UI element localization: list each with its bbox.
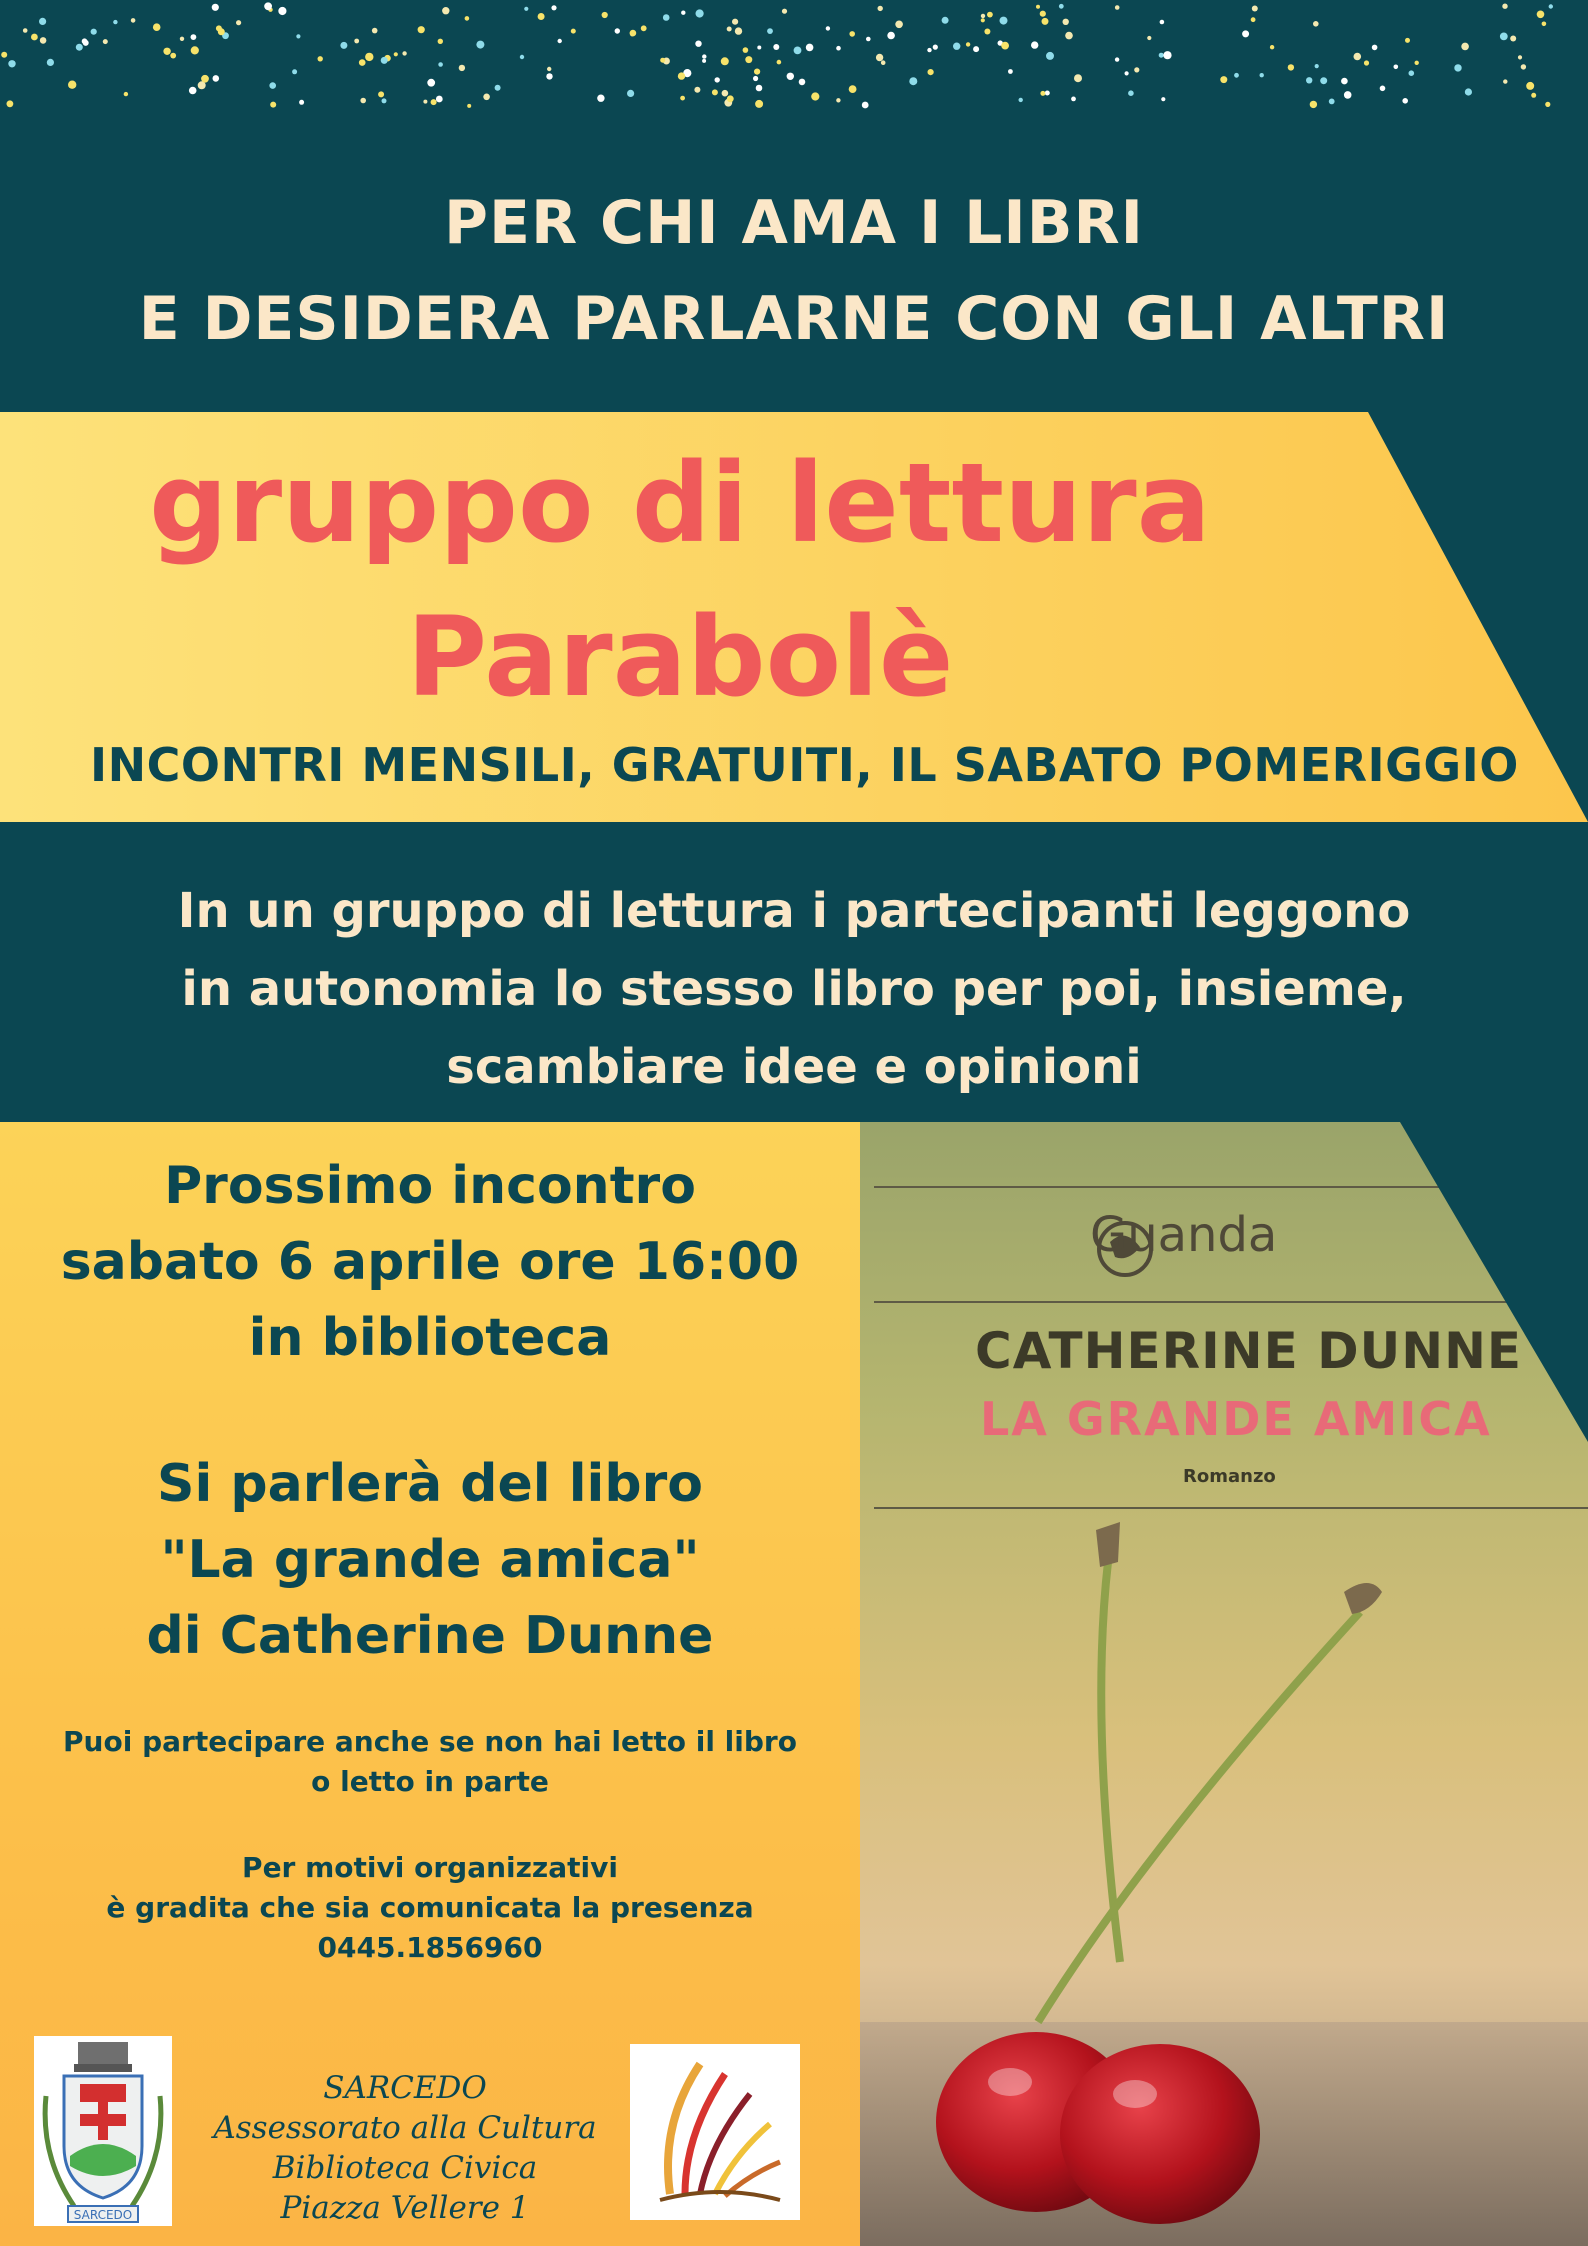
confetti-dot <box>571 29 576 34</box>
confetti-dot <box>76 44 83 51</box>
confetti-dot <box>418 26 425 33</box>
confetti-dot <box>360 98 366 104</box>
confetti-dot <box>103 39 108 44</box>
confetti-dot <box>743 47 749 53</box>
confetti-dot <box>681 11 685 15</box>
confetti-dot <box>973 46 979 52</box>
confetti-dot <box>806 44 814 52</box>
participation-note <box>0 1722 860 1802</box>
confetti-dot <box>1160 20 1165 25</box>
confetti-dot <box>1542 22 1547 27</box>
confetti-dot <box>862 102 869 109</box>
confetti-dot <box>1415 61 1419 65</box>
confetti-dot <box>47 59 54 66</box>
description-line-2: in autonomia lo stesso libro per poi, insieme, <box>181 961 1407 1017</box>
confetti-dot <box>702 59 706 63</box>
confetti-dot <box>727 27 732 32</box>
confetti-dot <box>782 9 787 14</box>
next-meeting-line-2: sabato 6 aprile ore 16:00 <box>60 1232 800 1292</box>
confetti-dot <box>524 7 528 11</box>
confetti-dot <box>1071 97 1076 102</box>
confetti-dot <box>1045 91 1050 96</box>
confetti-dot <box>878 6 883 11</box>
confetti-dot <box>1537 11 1545 19</box>
confetti-dot <box>495 85 501 91</box>
confetti-dot <box>264 2 272 10</box>
confetti-dot <box>895 21 903 29</box>
confetti-dot <box>1163 51 1171 59</box>
confetti-dot <box>538 13 545 20</box>
confetti-dot <box>340 42 347 49</box>
confetti-dot <box>1046 52 1054 60</box>
confetti-dot <box>23 28 28 33</box>
confetti-dot <box>1364 60 1369 65</box>
confetti-dot <box>987 12 993 18</box>
confetti-dot <box>1008 69 1013 74</box>
confetti-dot <box>1461 43 1469 51</box>
confetti-dot <box>715 77 720 82</box>
confetti-dot <box>641 25 647 31</box>
confetti-dot <box>1036 5 1040 9</box>
confetti-dot <box>755 100 763 108</box>
confetti-dot <box>777 60 782 65</box>
confetti-dot <box>1465 88 1472 95</box>
header-line-1: PER CHI AMA I LIBRI <box>443 188 1144 258</box>
book-info-line-3: di Catherine Dunne <box>146 1606 714 1666</box>
book-cover-art <box>860 1122 1588 2246</box>
confetti-dot <box>1252 6 1258 12</box>
confetti-dot <box>1040 11 1046 17</box>
confetti-dot <box>381 57 388 64</box>
confetti-dot <box>1115 57 1119 61</box>
description-line-1: In un gruppo di lettura i partecipanti leggono <box>177 883 1411 939</box>
group-name: Parabolè <box>406 593 954 721</box>
confetti-dot <box>836 98 840 102</box>
confetti-dot <box>1019 98 1023 102</box>
confetti-dot <box>476 41 484 49</box>
confetti-dot <box>438 39 443 44</box>
confetti-dot <box>551 5 556 10</box>
confetti-dot <box>981 18 985 22</box>
confetti-dot <box>933 45 938 50</box>
confetti-dot <box>359 59 366 66</box>
confetti-dot <box>1531 93 1536 98</box>
confetti-dot <box>849 31 855 37</box>
confetti-dot <box>191 34 197 40</box>
confetti-dot <box>153 23 161 31</box>
confetti-dot <box>394 52 398 56</box>
confetti-dot <box>794 47 802 55</box>
confetti-dot <box>113 20 117 24</box>
confetti-dot <box>678 72 685 79</box>
confetti-dot <box>431 99 437 105</box>
confetti-dot <box>695 41 701 47</box>
confetti-dots <box>0 0 1588 120</box>
organizer-address <box>180 2068 630 2228</box>
confetti-dot <box>91 29 97 35</box>
confetti-dot <box>849 85 857 93</box>
confetti-dot <box>1115 5 1120 10</box>
confetti-dot <box>1315 64 1319 68</box>
header-line-2: E DESIDERA PARLARNE CON GLI ALTRI <box>138 284 1450 354</box>
confetti-dot <box>318 56 323 61</box>
confetti-dot <box>927 48 931 52</box>
confetti-dot <box>702 54 706 58</box>
confetti-dot <box>660 58 665 63</box>
confetti-dot <box>382 98 387 103</box>
confetti-dot <box>236 20 241 25</box>
confetti-dot <box>170 53 176 59</box>
confetti-dot <box>773 44 779 50</box>
book-title: LA GRANDE AMICA <box>980 1392 1492 1446</box>
confetti-dot <box>292 69 297 74</box>
confetti-dot <box>546 73 552 79</box>
crest-icon <box>34 2036 172 2226</box>
note-line-1: Puoi partecipare anche se non hai letto il libro <box>63 1725 797 1758</box>
next-meeting-line-3: in biblioteca <box>248 1308 612 1368</box>
confetti-dot <box>1354 53 1362 61</box>
confetti-dot <box>547 67 551 71</box>
confetti-dot <box>1341 78 1348 85</box>
confetti-dot <box>836 46 841 51</box>
contact-line-1: Per motivi organizzativi <box>242 1851 618 1884</box>
confetti-dot <box>1074 74 1082 82</box>
confetti-dot <box>1134 67 1139 72</box>
confetti-dot <box>745 56 752 63</box>
confetti-dot <box>1288 64 1294 70</box>
footer-line-3: Biblioteca Civica <box>272 2150 538 2186</box>
confetti-dot <box>1065 32 1073 40</box>
book-pages-icon <box>630 2044 800 2220</box>
confetti-dot <box>887 32 895 40</box>
confetti-dot <box>1 52 7 58</box>
confetti-dot <box>68 81 76 89</box>
confetti-dot <box>1001 42 1009 50</box>
confetti-dot <box>615 28 620 33</box>
next-meeting-line-1: Prossimo incontro <box>164 1156 696 1216</box>
confetti-dot <box>753 76 758 81</box>
confetti-dot <box>942 17 949 24</box>
confetti-dot <box>365 53 373 61</box>
confetti-dot <box>757 46 761 50</box>
confetti-dot <box>82 38 88 44</box>
confetti-dot <box>467 104 471 108</box>
confetti-dot <box>1526 82 1534 90</box>
confetti-dot <box>1518 55 1522 59</box>
confetti-dot <box>296 34 300 38</box>
confetti-dot <box>442 7 449 14</box>
book-author: CATHERINE DUNNE <box>975 1322 1523 1380</box>
contact-note <box>0 1848 860 1968</box>
confetti-dot <box>799 79 806 86</box>
confetti-dot <box>1128 90 1134 96</box>
confetti-dot <box>1545 102 1550 107</box>
header-text <box>0 175 1588 367</box>
confetti-dot <box>754 69 760 75</box>
description-line-3: scambiare idee e opinioni <box>446 1039 1142 1095</box>
confetti-dot <box>722 90 729 97</box>
meeting-schedule: INCONTRI MENSILI, GRATUITI, IL SABATO POMERIGGIO <box>90 738 1519 792</box>
confetti-dot <box>1344 91 1352 99</box>
confetti-dot <box>1242 30 1249 37</box>
confetti-dot <box>663 14 670 21</box>
confetti-dot <box>423 100 427 104</box>
confetti-dot <box>1549 4 1553 8</box>
confetti-dot <box>1409 70 1415 76</box>
confetti-dot <box>131 18 136 23</box>
footer-line-4: Piazza Vellere 1 <box>280 2190 530 2226</box>
confetti-dot <box>1503 79 1507 83</box>
book-info-line-1: Si parlerà del libro <box>157 1454 703 1514</box>
confetti-dot <box>602 12 608 18</box>
book-cover <box>860 1122 1588 2246</box>
confetti-dot <box>483 94 490 101</box>
confetti-dot <box>1394 65 1399 70</box>
confetti-dot <box>1313 21 1319 27</box>
confetti-dot <box>826 26 830 30</box>
confetti-dot <box>876 54 883 61</box>
confetti-dot <box>1402 98 1408 104</box>
contact-line-2: è gradita che sia comunicata la presenza <box>106 1891 754 1924</box>
sarcedo-crest-logo <box>34 2036 172 2226</box>
confetti-dot <box>721 57 729 65</box>
confetti-dot <box>680 96 685 101</box>
confetti-dot <box>767 28 773 34</box>
confetti-dot <box>436 96 443 103</box>
confetti-dot <box>1500 33 1508 41</box>
confetti-dot <box>40 37 47 44</box>
confetti-dot <box>1306 77 1312 83</box>
crest-label: SARCEDO <box>73 2208 133 2222</box>
confetti-dot <box>696 9 704 17</box>
confetti-dot <box>213 75 220 82</box>
confetti-dot <box>866 37 871 42</box>
confetti-dot <box>712 89 718 95</box>
confetti-dot <box>1059 4 1064 9</box>
confetti-dot <box>191 46 199 54</box>
confetti-dot <box>1510 36 1516 42</box>
confetti-dot <box>1260 73 1264 77</box>
confetti-dot <box>269 82 276 89</box>
confetti-dot <box>1234 73 1239 78</box>
confetti-dot <box>984 29 990 35</box>
confetti-dot <box>1031 41 1038 48</box>
confetti-dot <box>163 48 170 55</box>
confetti-dot <box>953 43 960 50</box>
confetti-dot <box>727 95 734 102</box>
confetti-dot <box>1521 64 1526 69</box>
confetti-dot <box>1502 3 1507 8</box>
confetti-dot <box>1042 18 1049 25</box>
confetti-dot <box>1159 53 1164 58</box>
footer-line-1: SARCEDO <box>323 2070 487 2106</box>
confetti-dot <box>1329 99 1335 105</box>
confetti-dot <box>201 75 209 83</box>
confetti-dot <box>558 39 562 43</box>
phone-number: 0445.1856960 <box>317 1931 543 1964</box>
confetti-dot <box>124 92 128 96</box>
confetti-dot <box>1405 38 1410 43</box>
confetti-dot <box>1161 97 1165 101</box>
confetti-dot <box>627 90 634 97</box>
book-info <box>0 1446 860 1674</box>
confetti-dot <box>6 100 13 107</box>
description <box>0 872 1588 1106</box>
confetti-dot <box>787 73 794 80</box>
confetti-dot <box>402 51 406 55</box>
confetti-dot <box>881 60 886 65</box>
confetti-dot <box>354 39 359 44</box>
confetti-dot <box>1063 19 1069 25</box>
parabole-logo <box>630 2044 800 2220</box>
confetti-dot <box>1270 45 1274 49</box>
confetti-dot <box>732 19 738 25</box>
confetti-dot <box>630 30 637 37</box>
confetti-dot <box>735 27 742 34</box>
confetti-dot <box>278 7 286 15</box>
confetti-dot <box>31 34 38 41</box>
book-genre: Romanzo <box>1183 1466 1276 1487</box>
confetti-dot <box>299 100 304 105</box>
confetti-dot <box>438 62 443 67</box>
confetti-dot <box>378 91 384 97</box>
next-meeting <box>0 1148 860 1376</box>
confetti-dot <box>372 28 378 34</box>
confetti-dot <box>1310 101 1317 108</box>
confetti-dot <box>1040 91 1045 96</box>
confetti-dot <box>1320 77 1327 84</box>
group-title: gruppo di lettura <box>149 439 1211 567</box>
confetti-dot <box>520 55 524 59</box>
confetti-dot <box>212 4 219 11</box>
confetti-dot <box>1454 64 1461 71</box>
confetti-dot <box>756 85 763 92</box>
confetti-dot <box>8 60 15 67</box>
confetti-dot <box>180 37 184 41</box>
confetti-dot <box>909 77 917 85</box>
confetti-dot <box>694 87 700 93</box>
confetti-dot <box>1147 36 1151 40</box>
confetti-dot <box>981 14 985 18</box>
confetti-dot <box>218 28 225 35</box>
confetti-dot <box>465 16 470 21</box>
confetti-dot <box>966 42 970 46</box>
publisher-name: Guanda <box>1090 1207 1278 1263</box>
confetti-dot <box>1380 86 1386 92</box>
book-info-line-2: "La grande amica" <box>160 1530 700 1590</box>
confetti-dot <box>427 79 435 87</box>
confetti-dot <box>39 18 46 25</box>
confetti-dot <box>1251 17 1256 22</box>
confetti-dot <box>189 87 197 95</box>
confetti-dot <box>1125 71 1129 75</box>
confetti-dot <box>1372 45 1378 51</box>
confetti-dot <box>928 69 934 75</box>
confetti-dot <box>811 92 819 100</box>
confetti-dot <box>459 65 465 71</box>
note-line-2: o letto in parte <box>311 1765 549 1798</box>
confetti-dot <box>1000 17 1008 25</box>
footer-line-2: Assessorato alla Cultura <box>213 2110 597 2146</box>
confetti-dot <box>1220 76 1227 83</box>
confetti-dot <box>597 95 604 102</box>
confetti-dot <box>270 102 276 108</box>
